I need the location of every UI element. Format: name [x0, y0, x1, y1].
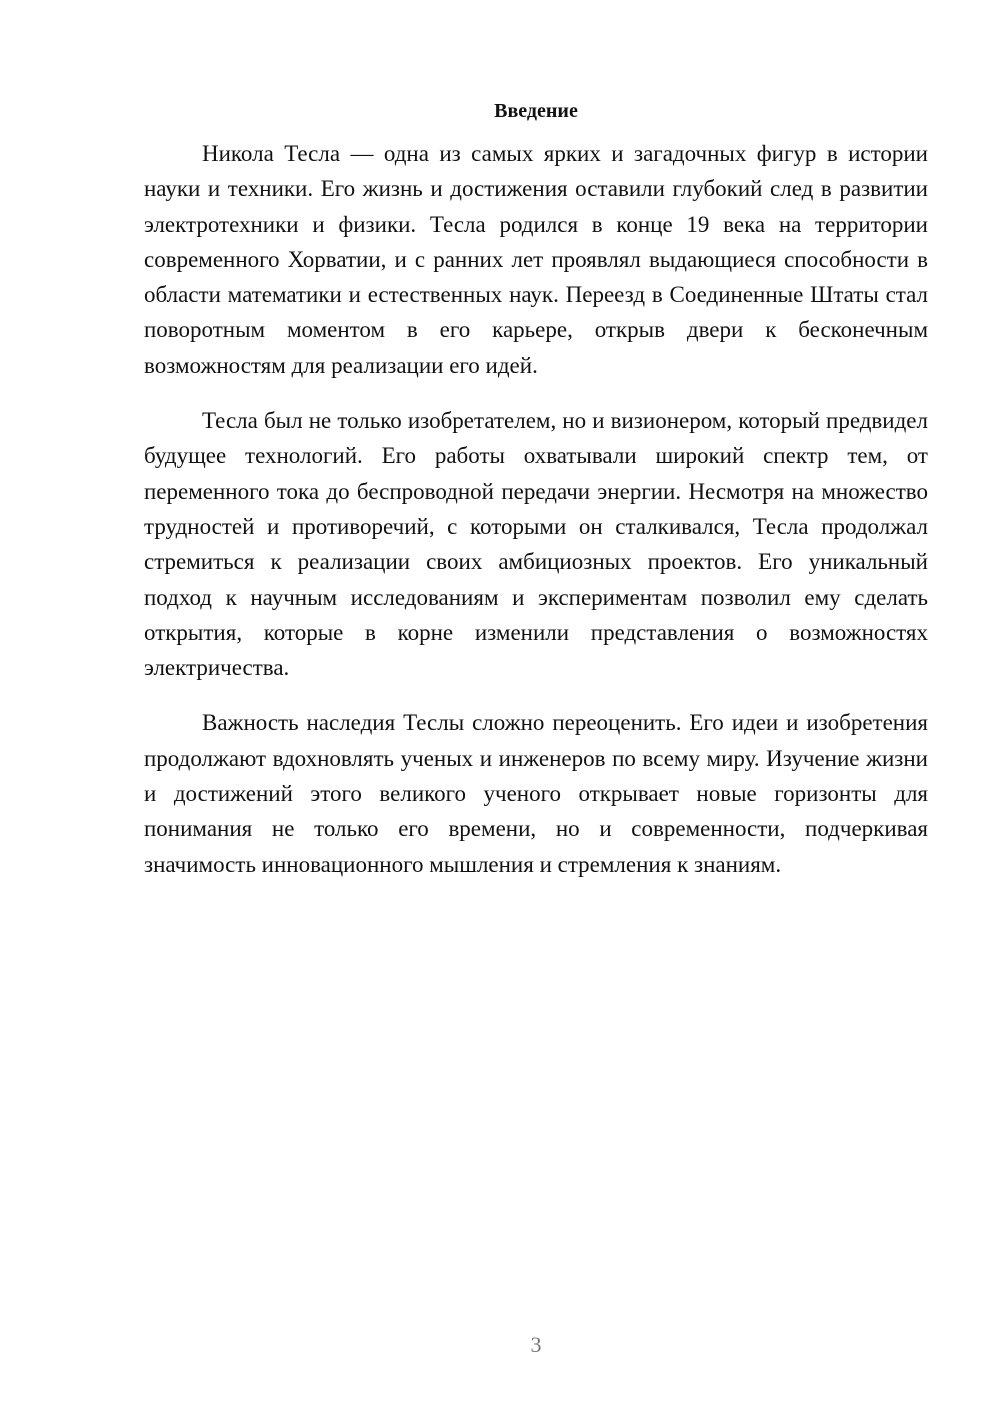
page-number: 3: [530, 1332, 542, 1357]
paragraph-1: Никола Тесла — одна из самых ярких и загадочных фигур в истории науки и техники. Его жизнь и достижения оставили глубокий след в развитии электротехники и физики. Тесла родился в конце 19 века на территории современного Хорватии, и с ранних лет проявлял выдающиеся способности в области математики и естественных наук. Переезд в Соединенные Штаты стал поворотным моментом в его карьере, открыв двери к бесконечным возможностям для реализации его идей.: [144, 141, 928, 378]
page-content: [144, 96, 928, 902]
paragraph-2: Тесла был не только изобретателем, но и визионером, который предвидел будущее технологий. Его работы охватывали широкий спектр тем, от переменного тока до беспроводной передачи энергии. Несмотря на множество трудностей и противоречий, с которыми он сталкивался, Тесла продолжал стремиться к реализации своих амбициозных проектов. Его уникальный подход к научным исследованиям и экспериментам позволил ему сделать открытия, которые в корне изменили представления о возможностях электричества.: [144, 408, 928, 681]
section-heading: Введение: [494, 100, 578, 122]
paragraph-3: Важность наследия Теслы сложно переоценить. Его идеи и изобретения продолжают вдохновлять ученых и инженеров по всему миру. Изучение жизни и достижений этого великого ученого открывает новые горизонты для понимания не только его времени, но и современности, подчеркивая значимость инновационного мышления и стремления к знаниям.: [144, 710, 928, 877]
